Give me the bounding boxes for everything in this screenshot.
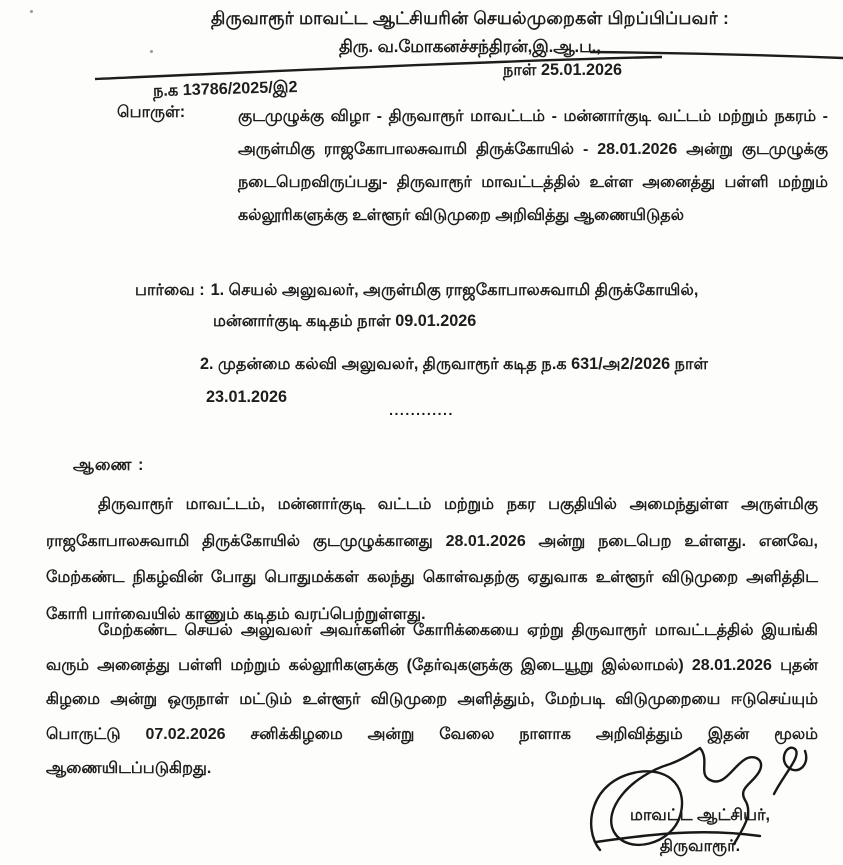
- scan-speck: [150, 50, 153, 53]
- order-paragraph-2: மேற்கண்ட செயல் அலுவலர் அவர்களின் கோரிக்கையை ஏற்று திருவாரூர் மாவட்டத்தில் இயங்கி வரும் அனைத்து பள்ளி மற்றும் கல்லூரிகளுக்கு (தேர்வுகளுக்கு இடையூறு இல்லாமல்) 28.01.2026 புதன் கிழமை அன்று ஒருநாள் மட்டும் உள்ளூர் விடுமுறை அளித்தும், மேற்படி விடுமுறையை ஈடுசெய்யும் பொருட்டு 07.02.2026 சனிக்கிழமை அன்று வேலை நாளாக அறிவித்தும் இதன் மூலம் ஆணையிடப்படுகிறது.: [46, 622, 818, 777]
- reference-item-2-line-1: 2. முதன்மை கல்வி அலுவலர், திருவாரூர் கடித ந.க 631/அ2/2026 நாள்: [200, 355, 709, 373]
- signatory-place: திருவாரூர்.: [659, 837, 741, 855]
- document-title: திருவாரூர் மாவட்ட ஆட்சியரின் செயல்முறைகள் பிறப்பிப்பவர் :: [210, 8, 730, 28]
- header-rule: [0, 0, 843, 110]
- reference-item-2-line-2: 23.01.2026: [206, 388, 288, 406]
- reference-item-1-line-1: [135, 281, 698, 302]
- signatory-designation: மாவட்ட ஆட்சியர்,: [629, 806, 771, 824]
- subject-text: குடமுழுக்கு விழா - திருவாரூர் மாவட்டம் - மன்னார்குடி வட்டம் மற்றும் நகரம் - அருள்மிகு ராஜகோபாலசுவாமி திருக்கோயில் - 28.01.2026 அன்று குடமுழுக்கு நடைபெறவிருப்பது- திருவாரூர் மாவட்டத்தில் உள்ள அனைத்து பள்ளி மற்றும் கல்லூரிகளுக்கு உள்ளூர் விடுமுறை அறிவித்து ஆணையிடுதல்: [238, 108, 828, 224]
- reference-item-1-line-2: மன்னார்குடி கடிதம் நாள் 09.01.2026: [213, 312, 477, 330]
- date: நாள் 25.01.2026: [503, 61, 622, 79]
- reference-label: பார்வை :: [135, 281, 205, 299]
- scan-speck: [30, 10, 33, 13]
- officer-name: திரு. வ.மோகனச்சந்திரன்,இ.ஆ.ப.,: [339, 37, 601, 56]
- reference-item-1-text: 1. செயல் அலுவலர், அருள்மிகு ராஜகோபாலசுவாமி திருக்கோயில்,: [210, 281, 699, 299]
- order-paragraph-1: திருவாரூர் மாவட்டம், மன்னார்குடி வட்டம் மற்றும் நகர பகுதியில் அமைந்துள்ள அருள்மிகு ராஜகோபாலசுவாமி திருக்கோயில் குடமுழுக்கானது 28.01.2026 அன்று நடைபெற உள்ளது. எனவே, மேற்கண்ட நிகழ்வின் போது பொதுமக்கள் கலந்து கொள்வதற்கு ஏதுவாக உள்ளூர் விடுமுறை அளித்திட கோரி பார்வையில் காணும் கடிதம் வரப்பெற்றுள்ளது.: [46, 496, 818, 623]
- reference-number: ந.க 13786/2025/இ2: [152, 77, 298, 101]
- order-heading: ஆணை :: [73, 456, 145, 474]
- section-separator-dots: ............: [389, 402, 454, 418]
- subject-label: பொருள்:: [117, 103, 186, 121]
